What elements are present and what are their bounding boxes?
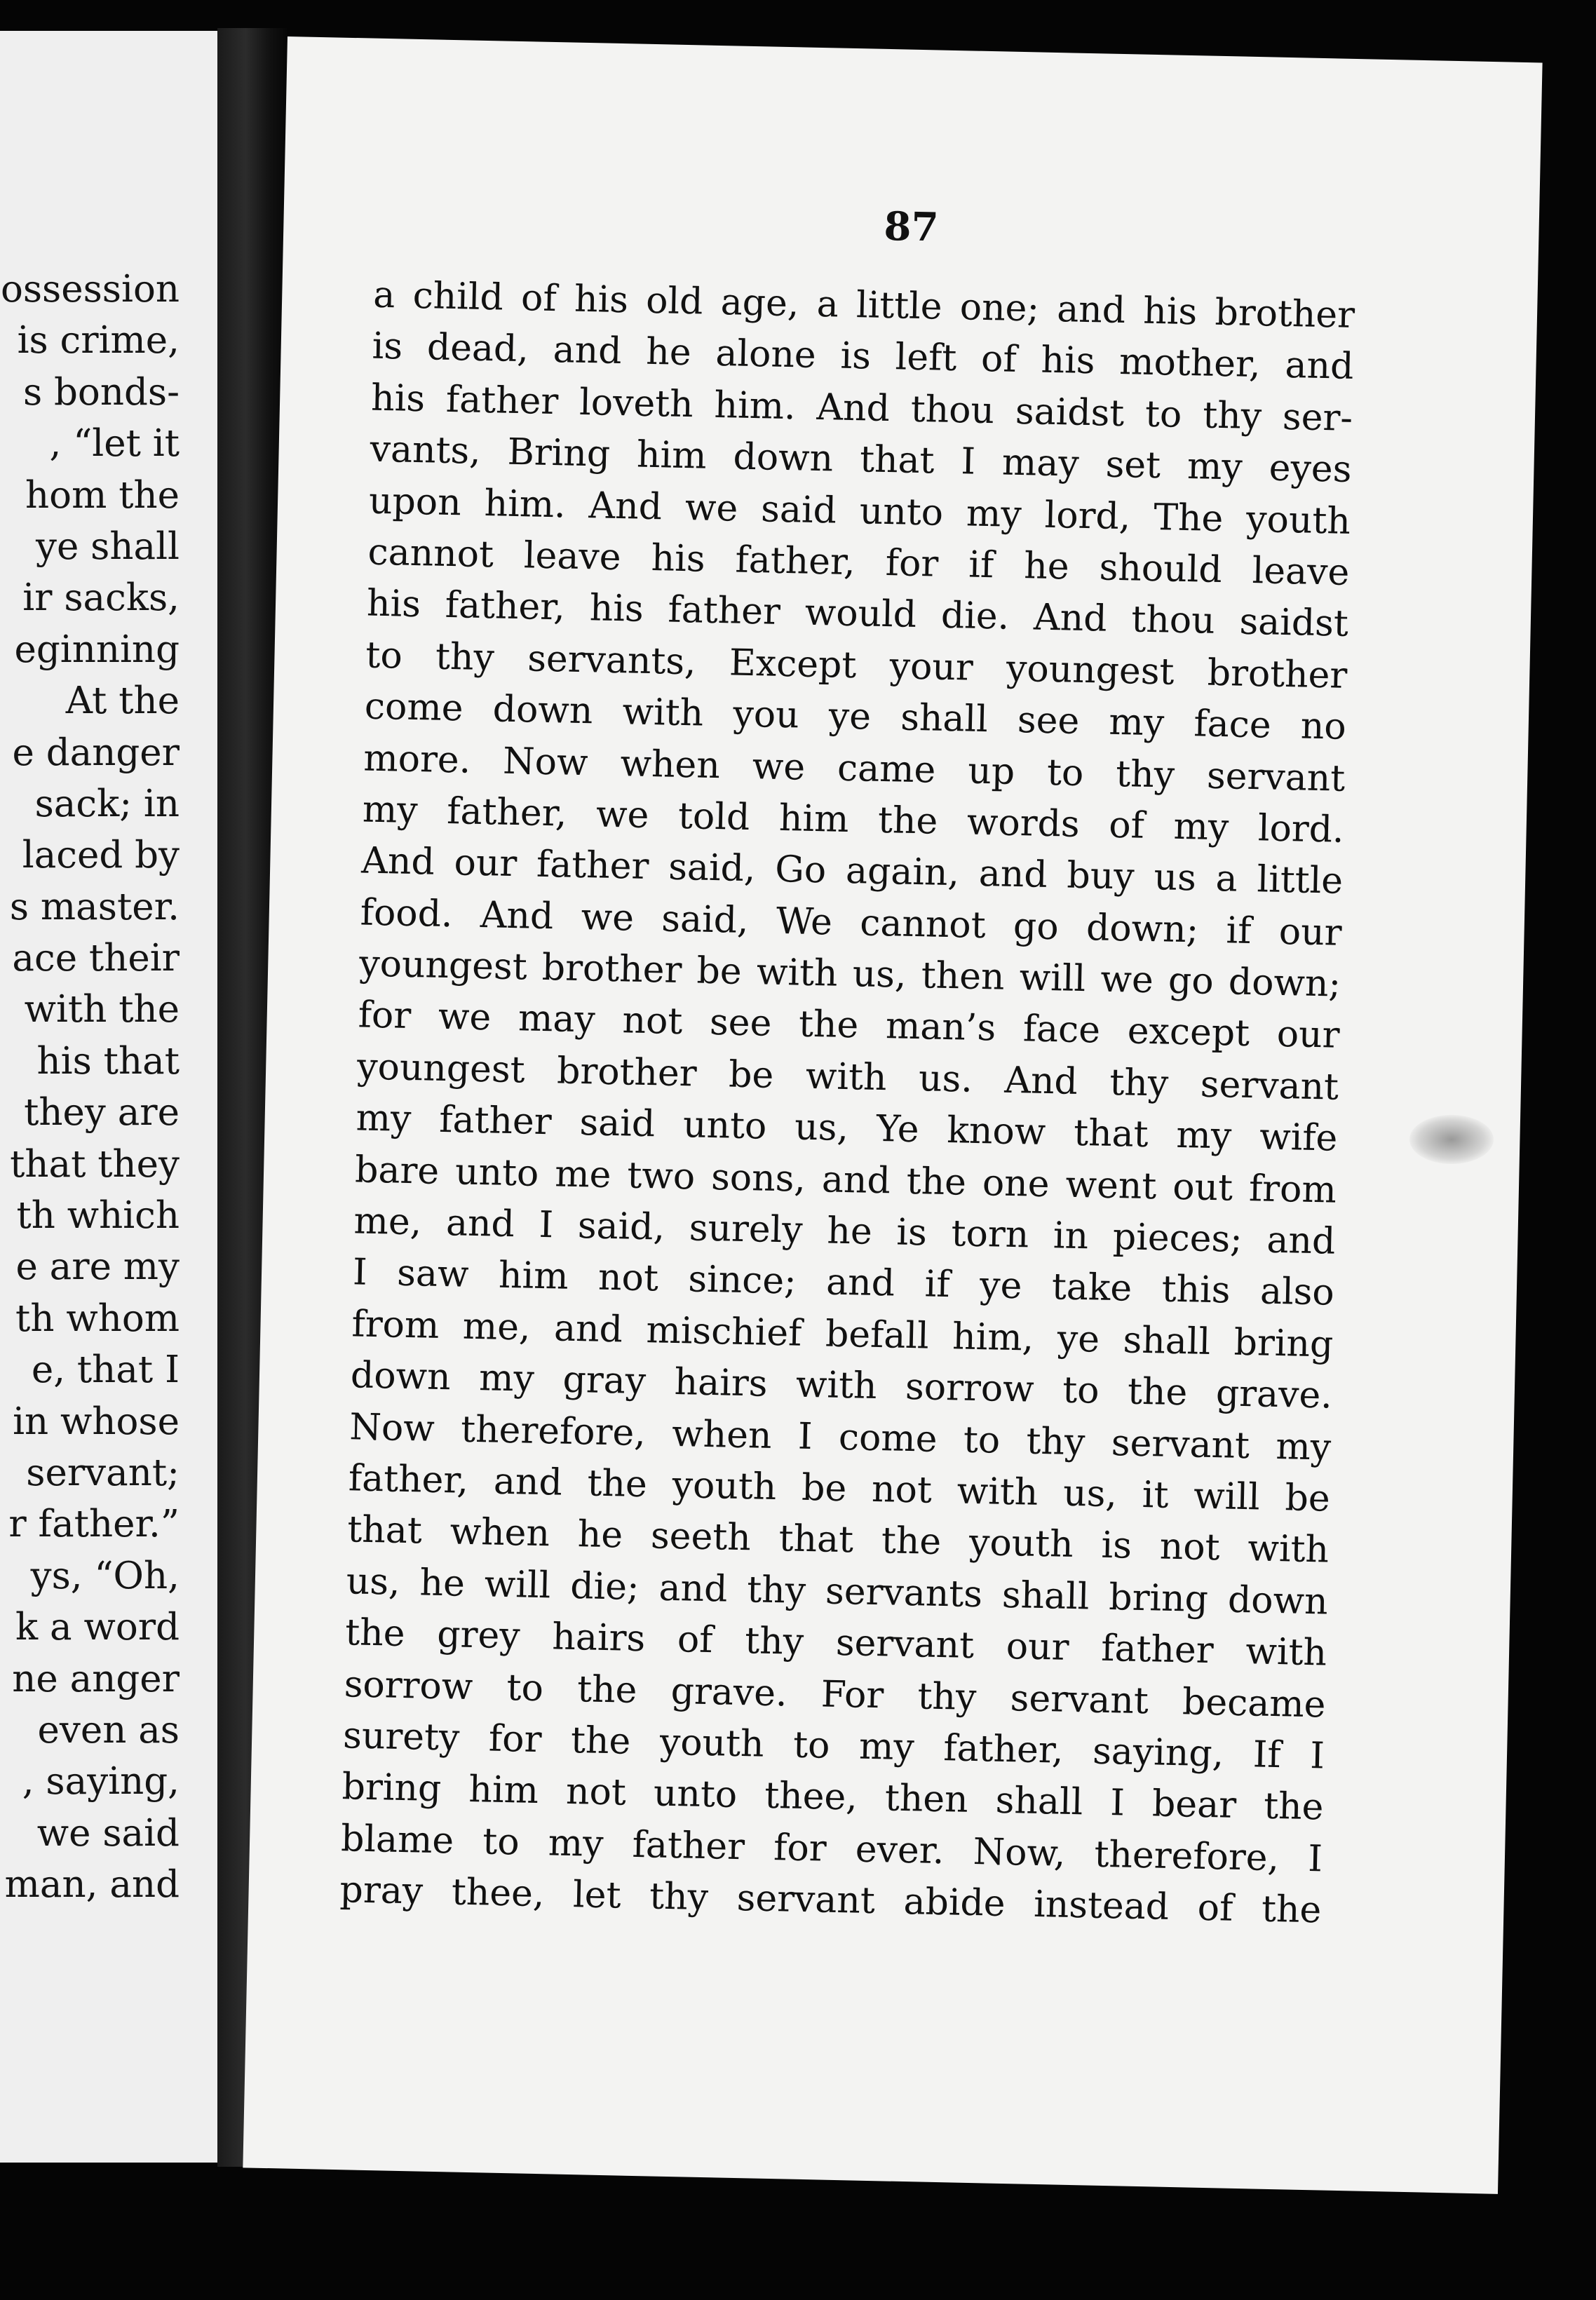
body-text-line: And our father said, Go again, and buy us a little xyxy=(360,839,1344,903)
body-text-line: cannot leave his father, for if he should leave xyxy=(367,531,1350,594)
body-text-line: that when he seeth that the youth is not with xyxy=(346,1508,1330,1571)
left-page-text xyxy=(0,264,180,1911)
left-text-line: sack; in xyxy=(34,782,180,825)
left-text-line: they are xyxy=(24,1091,180,1135)
body-text-line: his father, his father would die. And thou saidst xyxy=(366,582,1349,646)
body-text-line: my father said unto us, Ye know that my wife xyxy=(356,1097,1338,1160)
body-text-line: pray thee, let thy servant abide instead of the xyxy=(339,1869,1322,1932)
body-text-line: is dead, and he alone is left of his mother, and xyxy=(372,325,1354,388)
body-text-line: down my gray hairs with sorrow to the grave. xyxy=(350,1354,1333,1417)
body-text-line: a child of his old age, a little one; and his brother xyxy=(372,273,1355,337)
left-text-line: th whom xyxy=(15,1297,180,1340)
left-text-line: ace their xyxy=(12,937,180,980)
left-text-line: is crime, xyxy=(17,319,180,363)
left-text-line: that they xyxy=(10,1142,180,1186)
body-text-line: father, and the youth be not with us, it will be xyxy=(348,1457,1331,1520)
left-text-line: his that xyxy=(36,1039,180,1083)
left-text-line: ne anger xyxy=(12,1657,180,1700)
body-text-line: food. And we said, We cannot go down; if our xyxy=(360,891,1343,954)
body-text-line: I saw him not since; and if ye take this also xyxy=(352,1251,1335,1315)
body-text-line: from me, and mischief befall him, ye shall bring xyxy=(351,1303,1334,1366)
body-text-line: more. Now when we came up to thy servant xyxy=(363,737,1346,800)
left-text-line: man, and xyxy=(4,1863,180,1907)
page-number: 87 xyxy=(883,203,940,251)
body-text-line: blame to my father for ever. Now, therefore, I xyxy=(340,1817,1323,1881)
left-text-line: ir sacks, xyxy=(22,576,180,620)
left-text-line: eginning xyxy=(14,628,180,671)
body-text-line: to thy servants, Except your youngest brother xyxy=(365,634,1348,697)
right-page xyxy=(243,36,1542,2194)
left-text-line: e are my xyxy=(15,1245,180,1289)
left-text-line: , saying, xyxy=(22,1760,180,1804)
body-text-line: come down with you ye shall see my face no xyxy=(364,685,1347,748)
body-text-line: youngest brother be with us. And thy servant xyxy=(356,1046,1339,1109)
left-text-line: ossession xyxy=(0,268,180,311)
left-text-line: r father.” xyxy=(8,1503,180,1546)
body-text-line: vants, Bring him down that I may set my eyes xyxy=(370,428,1352,492)
body-text-line: sorrow to the grave. For thy servant became xyxy=(344,1663,1327,1726)
body-text-line: surety for the youth to my father, saying, If I xyxy=(342,1714,1325,1778)
left-text-line: ye shall xyxy=(36,525,180,568)
left-text-line: laced by xyxy=(22,834,180,877)
body-text-line: Now therefore, when I come to thy servant my xyxy=(349,1405,1332,1469)
body-text-line: the grey hairs of thy servant our father with xyxy=(344,1611,1327,1675)
left-text-line: in whose xyxy=(13,1400,180,1443)
left-text-line: even as xyxy=(37,1708,180,1752)
body-text-line: my father, we told him the words of my lord. xyxy=(362,788,1345,851)
left-text-line: , “let it xyxy=(49,422,180,466)
body-text-line: for we may not see the man’s face except our xyxy=(358,994,1341,1057)
left-text-line: we said xyxy=(36,1811,180,1855)
right-page-text xyxy=(339,270,1355,1937)
left-text-line: servant; xyxy=(26,1451,180,1494)
left-text-line: hom the xyxy=(25,473,180,517)
body-text-line: youngest brother be with us, then will we go down; xyxy=(358,942,1341,1006)
left-text-line: e, that I xyxy=(31,1348,180,1392)
left-text-line: At the xyxy=(65,679,180,723)
left-text-line: e danger xyxy=(12,731,180,774)
body-text-line: upon him. And we said unto my lord, The youth xyxy=(368,480,1351,543)
left-text-line: with the xyxy=(24,988,180,1031)
left-page xyxy=(0,31,217,2163)
left-text-line: s bonds- xyxy=(22,370,180,414)
body-text-line: bare unto me two sons, and the one went out from xyxy=(354,1149,1337,1212)
left-text-line: th which xyxy=(16,1194,180,1238)
left-text-line: ys, “Oh, xyxy=(30,1554,180,1597)
body-text-line: bring him not unto thee, then shall I bear the xyxy=(341,1766,1324,1829)
left-text-line: s master. xyxy=(9,885,180,928)
left-text-line: k a word xyxy=(15,1606,180,1649)
ink-smudge xyxy=(1409,1115,1494,1164)
body-text-line: me, and I said, surely he is torn in pieces; and xyxy=(353,1200,1336,1263)
body-text-line: his father loveth him. And thou saidst to thy ser- xyxy=(370,377,1353,440)
body-text-line: us, he will die; and thy servants shall bring down xyxy=(346,1560,1329,1623)
